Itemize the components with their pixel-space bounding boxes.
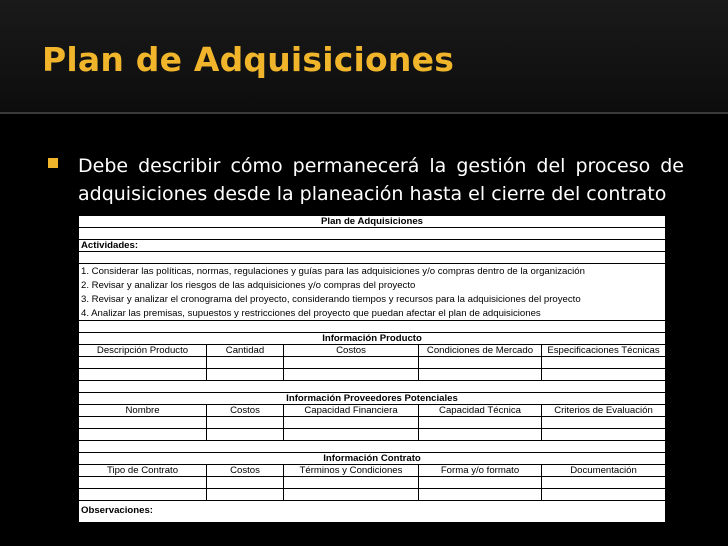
actividades-label: Actividades: — [79, 240, 666, 252]
empty-cell[interactable] — [284, 417, 419, 429]
empty-cell[interactable] — [284, 429, 419, 441]
column-header: Especificaciones Técnicas — [542, 345, 666, 357]
table-row — [79, 477, 666, 489]
table-row — [79, 369, 666, 381]
empty-cell[interactable] — [419, 489, 542, 501]
proveedores-header-row — [79, 405, 666, 417]
bullet-text: Debe describir cómo permanecerá la gestión del proceso de adquisiciones desde la planeación hasta el cierre del contrato — [78, 155, 684, 205]
empty-cell[interactable] — [207, 429, 284, 441]
column-header: Costos — [284, 345, 419, 357]
form-table — [78, 215, 666, 538]
empty-cell[interactable] — [542, 429, 666, 441]
empty-cell[interactable] — [542, 357, 666, 369]
contrato-header-row — [79, 465, 666, 477]
contrato-section-title: Información Contrato — [79, 453, 666, 465]
acquisition-plan-form — [78, 215, 665, 534]
actividad-item: 2. Revisar y analizar los riesgos de las adquisiciones y/o compras del proyecto — [79, 278, 666, 292]
column-header: Costos — [207, 465, 284, 477]
empty-cell[interactable] — [79, 477, 207, 489]
producto-section-title: Información Producto — [79, 333, 666, 345]
empty-cell[interactable] — [542, 369, 666, 381]
column-header: Descripción Producto — [79, 345, 207, 357]
empty-cell[interactable] — [79, 417, 207, 429]
column-header: Capacidad Técnica — [419, 405, 542, 417]
actividad-item: 4. Analizar las premisas, supuestos y restricciones del proyecto que puedan afectar el plan de adquisiciones — [79, 306, 666, 321]
empty-cell[interactable] — [419, 477, 542, 489]
column-header: Tipo de Contrato — [79, 465, 207, 477]
empty-cell[interactable] — [542, 477, 666, 489]
observaciones-label: Observaciones: — [79, 501, 666, 520]
empty-cell[interactable] — [207, 489, 284, 501]
empty-cell[interactable] — [207, 417, 284, 429]
producto-header-row — [79, 345, 666, 357]
empty-cell[interactable] — [284, 369, 419, 381]
column-header: Costos — [207, 405, 284, 417]
form-title: Plan de Adquisiciones — [79, 216, 666, 228]
empty-cell[interactable] — [284, 357, 419, 369]
empty-cell[interactable] — [79, 357, 207, 369]
empty-cell[interactable] — [79, 489, 207, 501]
empty-cell[interactable] — [284, 477, 419, 489]
actividad-item: 1. Considerar las políticas, normas, regulaciones y guías para las adquisiciones y/o compras dentro de la organización — [79, 264, 666, 279]
square-bullet-icon — [48, 158, 58, 168]
empty-cell[interactable] — [542, 417, 666, 429]
empty-cell[interactable] — [207, 369, 284, 381]
empty-cell[interactable] — [79, 429, 207, 441]
empty-cell[interactable] — [419, 429, 542, 441]
elaborado-label: Elaborado por : — [79, 519, 666, 538]
title-bar — [0, 0, 728, 114]
column-header: Condiciones de Mercado — [419, 345, 542, 357]
table-row — [79, 489, 666, 501]
empty-cell[interactable] — [419, 369, 542, 381]
proveedores-section-title: Información Proveedores Potenciales — [79, 393, 666, 405]
column-header: Nombre — [79, 405, 207, 417]
empty-cell[interactable] — [284, 489, 419, 501]
column-header: Capacidad Financiera — [284, 405, 419, 417]
column-header: Criterios de Evaluación — [542, 405, 666, 417]
table-row — [79, 429, 666, 441]
table-row — [79, 357, 666, 369]
empty-cell[interactable] — [419, 417, 542, 429]
slide-title: Plan de Adquisiciones — [42, 40, 455, 79]
empty-cell[interactable] — [207, 477, 284, 489]
column-header: Forma y/o formato — [419, 465, 542, 477]
empty-cell[interactable] — [542, 489, 666, 501]
table-row — [79, 417, 666, 429]
column-header: Términos y Condiciones — [284, 465, 419, 477]
empty-cell[interactable] — [207, 357, 284, 369]
column-header: Cantidad — [207, 345, 284, 357]
empty-cell[interactable] — [79, 369, 207, 381]
empty-cell[interactable] — [419, 357, 542, 369]
actividad-item: 3. Revisar y analizar el cronograma del proyecto, considerando tiempos y recursos para la adquisiciones del proyecto — [79, 292, 666, 306]
column-header: Documentación — [542, 465, 666, 477]
